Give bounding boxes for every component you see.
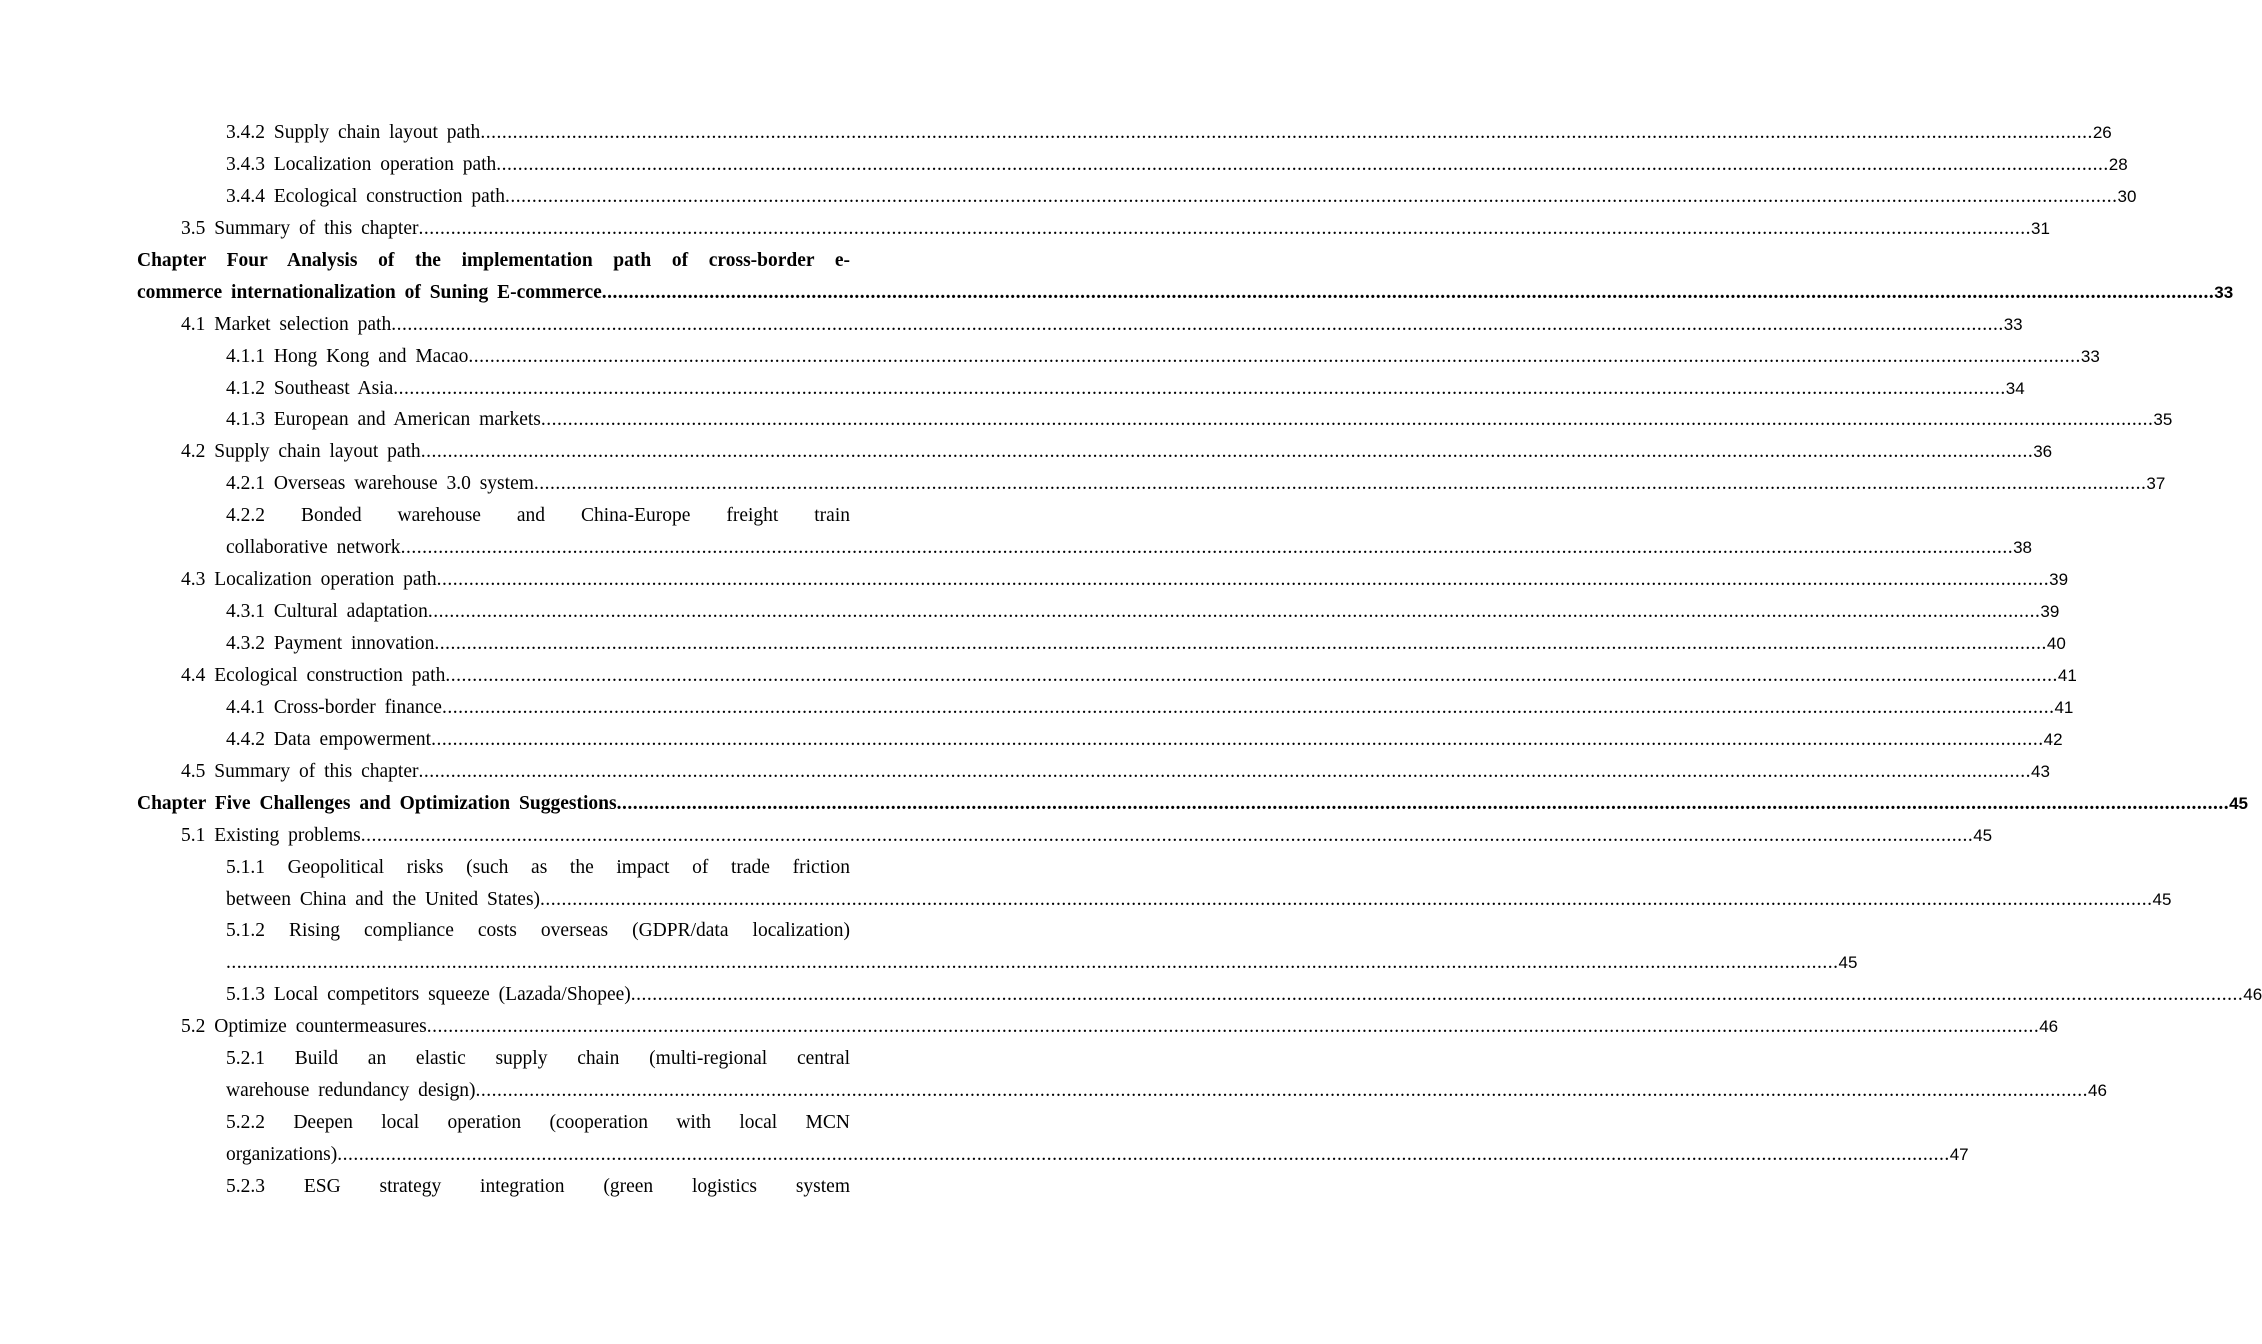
toc-entry-title: 4.3.1 Cultural adaptation (226, 601, 428, 623)
dot-leader: ............................................................................................................................................................................................................................................................................................................ (434, 633, 2047, 654)
dot-leader: ............................................................................................................................................................................................................................................................................................................ (393, 377, 2006, 399)
dot-leader: ............................................................................................................................................................................................................................................................................................................ (420, 441, 2034, 463)
toc-entry-line (226, 1107, 850, 1139)
toc-entry[interactable] (0, 117, 2112, 149)
toc-page-number: 41 (2054, 697, 2074, 717)
toc-entry-line (226, 468, 2166, 500)
toc-entry-title: 3.4.4 Ecological construction path (226, 185, 505, 207)
dot-leader: ............................................................................................................................................................................................................................................................................................................ (540, 409, 2154, 431)
toc-page-number: 47 (1949, 1145, 1969, 1164)
toc-page-number: 38 (2013, 538, 2032, 558)
toc-page-number: 42 (2043, 729, 2063, 749)
toc-entry-title: Chapter Four Analysis of the implementation path of cross-border e- (137, 249, 850, 271)
toc-entry-line (226, 947, 1858, 979)
dot-leader: ............................................................................................................................................................................................................................................................................................................ (540, 888, 2153, 910)
toc-entry-title: 3.4.3 Localization operation path (226, 153, 497, 175)
toc-entry-line (226, 884, 2172, 916)
toc-entry-line (226, 724, 2063, 756)
toc-entry-title: 4.1.1 Hong Kong and Macao (226, 345, 469, 367)
toc-page-number: 40 (2046, 634, 2066, 653)
toc-entry-title: 4.5 Summary of this chapter (181, 760, 419, 782)
toc-entry-title: 4.3.2 Payment innovation (226, 633, 435, 654)
toc-entry-title: 5.1 Existing problems (181, 824, 361, 846)
toc-page-number: 45 (1838, 953, 1858, 973)
toc-entry-line (226, 596, 2060, 628)
toc-entry-line (226, 692, 2074, 724)
toc-entry-title: 4.2.2 Bonded warehouse and China-Europe freight train (226, 505, 850, 527)
toc-entry-line (226, 1139, 1969, 1171)
toc-page-number: 33 (2214, 282, 2234, 302)
toc-entry-title: organizations) (226, 1144, 338, 1165)
toc-page-number: 39 (2040, 602, 2060, 622)
toc-entry-title: 4.2 Supply chain layout path (181, 441, 421, 463)
toc-entry-line (226, 628, 2066, 660)
toc-entry-title: between China and the United States) (226, 888, 541, 910)
toc-entry[interactable] (0, 788, 2248, 820)
toc-entry[interactable] (0, 149, 2128, 181)
toc-entry[interactable] (0, 404, 2173, 436)
toc-page-number: 45 (2152, 889, 2172, 909)
toc-page-number: 33 (2080, 346, 2100, 366)
toc-page-number: 39 (2049, 570, 2069, 590)
toc-entry-line (181, 309, 2023, 341)
toc-entry-line (137, 245, 850, 277)
dot-leader: ............................................................................................................................................................................................................................................................................................................ (445, 664, 2058, 686)
toc-entry-line (226, 532, 2032, 564)
toc-page-number: 41 (2057, 665, 2077, 685)
toc-page-number: 36 (2033, 442, 2053, 462)
toc-entry-line (181, 564, 2069, 596)
dot-leader: ............................................................................................................................................................................................................................................................................................................ (360, 824, 1974, 846)
toc-entry-title: 3.4.2 Supply chain layout path (226, 122, 481, 143)
toc-entry-line (181, 213, 2050, 245)
toc-page-number: 31 (2031, 218, 2050, 238)
toc-entry[interactable] (0, 596, 2060, 628)
toc-entry-title: 5.2.3 ESG strategy integration (green logistics system (226, 1175, 850, 1197)
toc-page-number: 46 (2039, 1017, 2059, 1037)
toc-entry[interactable] (0, 309, 2023, 341)
toc-entry-title: 4.3 Localization operation path (181, 569, 437, 591)
toc-entry-line (226, 404, 2173, 436)
toc-entry-title: 4.1 Market selection path (181, 313, 392, 335)
toc-entry[interactable] (0, 1171, 950, 1203)
dot-leader: ............................................................................................................................................................................................................................................................................................................ (337, 1144, 1950, 1165)
dot-leader: ............................................................................................................................................................................................................................................................................................................ (226, 952, 1839, 974)
toc-entry-line (226, 373, 2025, 405)
toc-entry-title: 5.2 Optimize countermeasures (181, 1016, 427, 1038)
toc-entry-line (226, 915, 850, 947)
toc-entry[interactable] (0, 213, 2050, 245)
toc-page-number: 35 (2153, 410, 2173, 430)
dot-leader: ............................................................................................................................................................................................................................................................................................................ (441, 696, 2055, 718)
toc-entry-title: 4.4.1 Cross-border finance (226, 696, 442, 718)
dot-leader: ............................................................................................................................................................................................................................................................................................................ (480, 122, 2093, 143)
toc-entry-line (226, 149, 2128, 181)
toc-entry[interactable] (0, 915, 1858, 979)
toc-entry-title: Chapter Five Challenges and Optimization Suggestions (137, 792, 617, 814)
toc-entry-line (181, 756, 2050, 788)
dot-leader: ............................................................................................................................................................................................................................................................................................................ (504, 185, 2118, 207)
toc-entry[interactable] (0, 852, 2172, 916)
toc-entry[interactable] (0, 500, 2032, 564)
dot-leader: ............................................................................................................................................................................................................................................................................................................ (391, 313, 2004, 335)
toc-entry[interactable] (0, 181, 2137, 213)
toc-entry[interactable] (0, 1107, 1969, 1171)
toc-entry-line (226, 500, 850, 532)
toc-entry-title: 4.4 Ecological construction path (181, 664, 446, 686)
toc-page-number: 28 (2108, 154, 2128, 174)
toc-entry[interactable] (0, 820, 1993, 852)
dot-leader: ............................................................................................................................................................................................................................................................................................................ (630, 984, 2244, 1006)
toc-entry-title: 5.1.3 Local competitors squeeze (Lazada/Shopee) (226, 984, 631, 1006)
toc-entry-line (137, 277, 2234, 309)
toc-entry-line (181, 436, 2053, 468)
toc-entry[interactable] (0, 979, 2262, 1011)
toc-entry-title: 4.1.3 European and American markets (226, 409, 541, 431)
toc-page-number: 46 (2088, 1081, 2107, 1101)
toc-entry[interactable] (0, 341, 2100, 373)
toc-entry-line (226, 117, 2112, 149)
dot-leader: ............................................................................................................................................................................................................................................................................................................ (436, 569, 2050, 591)
toc-entry-title: commerce internationalization of Suning E-commerce (137, 281, 602, 303)
dot-leader: ............................................................................................................................................................................................................................................................................................................ (468, 345, 2081, 367)
dot-leader: ............................................................................................................................................................................................................................................................................................................ (475, 1080, 2088, 1102)
toc-entry-line (226, 852, 850, 884)
toc-entry[interactable] (0, 724, 2063, 756)
toc-entry-line (181, 1011, 2059, 1043)
toc-entry-title: 4.4.2 Data empowerment (226, 728, 432, 750)
toc-page-number: 46 (2243, 985, 2262, 1005)
toc-entry-title: 5.2.1 Build an elastic supply chain (multi-regional central (226, 1048, 850, 1070)
table-of-contents (0, 117, 2262, 1203)
toc-entry[interactable] (0, 245, 2234, 309)
toc-page-number: 34 (2005, 378, 2025, 398)
toc-entry-title: 5.2.2 Deepen local operation (cooperation with local MCN (226, 1112, 850, 1134)
dot-leader: ............................................................................................................................................................................................................................................................................................................ (496, 153, 2109, 175)
toc-entry-title: 4.2.1 Overseas warehouse 3.0 system (226, 473, 534, 495)
dot-leader: ............................................................................................................................................................................................................................................................................................................ (400, 537, 2014, 559)
toc-entry-line (226, 341, 2100, 373)
toc-entry[interactable] (0, 373, 2025, 405)
toc-entry-line (226, 1171, 850, 1203)
dot-leader: ............................................................................................................................................................................................................................................................................................................ (616, 792, 2230, 814)
toc-entry[interactable] (0, 660, 2077, 692)
toc-page-number: 30 (2117, 186, 2137, 206)
toc-page-number: 45 (1973, 825, 1993, 845)
toc-page-number: 45 (2229, 793, 2248, 813)
toc-entry-line (181, 660, 2077, 692)
toc-entry-line (226, 181, 2137, 213)
toc-entry-line (181, 820, 1993, 852)
toc-entry[interactable] (0, 692, 2074, 724)
toc-entry-line (226, 1043, 850, 1075)
dot-leader: ............................................................................................................................................................................................................................................................................................................ (431, 728, 2044, 750)
toc-entry-title: 5.1.2 Rising compliance costs overseas (GDPR/data localization) (226, 920, 850, 942)
toc-page-number: 43 (2031, 761, 2050, 781)
toc-entry[interactable] (0, 436, 2053, 468)
toc-entry[interactable] (0, 468, 2166, 500)
toc-entry-title: warehouse redundancy design) (226, 1080, 476, 1102)
toc-entry[interactable] (0, 1043, 2107, 1107)
toc-page-number: 37 (2146, 474, 2166, 494)
toc-entry-line (226, 1075, 2107, 1107)
toc-entry-title: collaborative network (226, 537, 401, 559)
toc-entry-title: 3.5 Summary of this chapter (181, 217, 419, 239)
toc-page-number: 33 (2003, 314, 2023, 334)
dot-leader: ............................................................................................................................................................................................................................................................................................................ (426, 1016, 2040, 1038)
toc-entry-line (226, 979, 2262, 1011)
toc-entry[interactable] (0, 756, 2050, 788)
dot-leader: ............................................................................................................................................................................................................................................................................................................ (427, 601, 2041, 623)
toc-entry-line (137, 788, 2248, 820)
dot-leader: ............................................................................................................................................................................................................................................................................................................ (533, 473, 2147, 495)
dot-leader: ............................................................................................................................................................................................................................................................................................................ (601, 281, 2215, 303)
toc-page-number: 26 (2092, 123, 2112, 142)
dot-leader: ............................................................................................................................................................................................................................................................................................................ (418, 760, 2031, 782)
toc-entry[interactable] (0, 628, 2066, 660)
toc-entry-title: 4.1.2 Southeast Asia (226, 377, 394, 399)
toc-entry[interactable] (0, 564, 2069, 596)
toc-entry[interactable] (0, 1011, 2059, 1043)
toc-entry-title: 5.1.1 Geopolitical risks (such as the impact of trade friction (226, 856, 850, 878)
dot-leader: ............................................................................................................................................................................................................................................................................................................ (418, 217, 2031, 239)
